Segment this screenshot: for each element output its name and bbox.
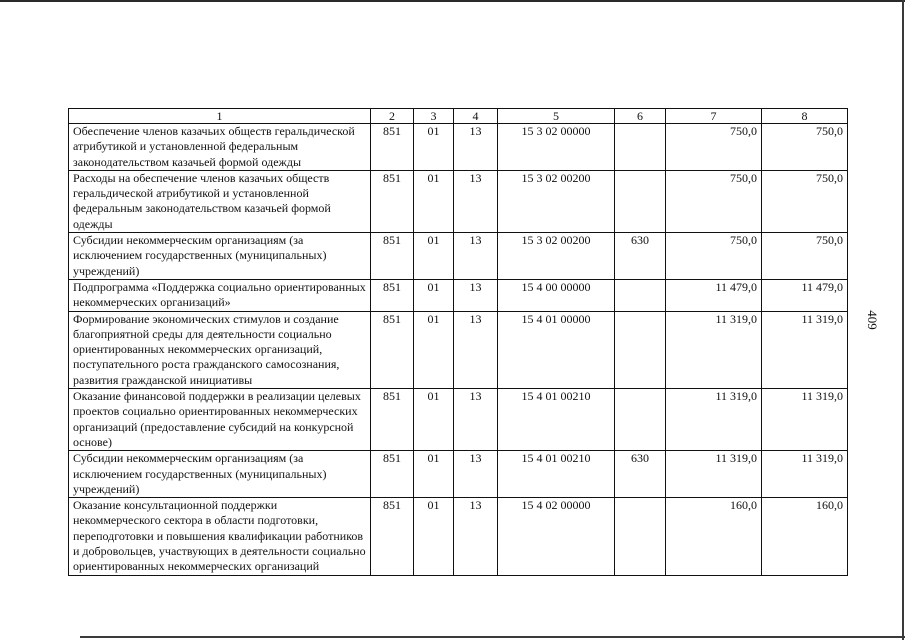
- row-col5-cell: 15 4 00 00000: [498, 279, 615, 311]
- row-col7-cell: 11 319,0: [666, 451, 762, 498]
- row-col7-cell: 160,0: [666, 498, 762, 575]
- row-name-cell: Обеспечение членов казачьих обществ геральдической атрибутикой и установленной федеральным законодательством казачьей формой одежды: [69, 124, 371, 171]
- row-col7-cell: 750,0: [666, 233, 762, 280]
- row-col4-cell: 13: [454, 233, 498, 280]
- row-col2-cell: 851: [371, 311, 414, 388]
- row-col4-cell: 13: [454, 498, 498, 575]
- header-col-2: 2: [371, 109, 414, 124]
- row-col8-cell: 750,0: [762, 124, 848, 171]
- row-col8-cell: 750,0: [762, 170, 848, 232]
- row-col6-cell: [615, 279, 666, 311]
- row-col4-cell: 13: [454, 389, 498, 451]
- row-col3-cell: 01: [414, 279, 454, 311]
- row-col3-cell: 01: [414, 389, 454, 451]
- row-col3-cell: 01: [414, 498, 454, 575]
- page-number: 409: [864, 310, 880, 330]
- row-col7-cell: 11 319,0: [666, 389, 762, 451]
- row-name-cell: Подпрограмма «Поддержка социально ориентированных некоммерческих организаций»: [69, 279, 371, 311]
- row-col2-cell: 851: [371, 498, 414, 575]
- table-row: [69, 124, 848, 171]
- header-col-6: 6: [615, 109, 666, 124]
- table-row: [69, 498, 848, 575]
- row-col3-cell: 01: [414, 124, 454, 171]
- table-row: [69, 170, 848, 232]
- row-col2-cell: 851: [371, 389, 414, 451]
- table-header-row: [69, 109, 848, 124]
- row-col8-cell: 160,0: [762, 498, 848, 575]
- row-col5-cell: 15 3 02 00200: [498, 170, 615, 232]
- row-col4-cell: 13: [454, 124, 498, 171]
- row-col8-cell: 750,0: [762, 233, 848, 280]
- row-col2-cell: 851: [371, 233, 414, 280]
- row-col6-cell: 630: [615, 233, 666, 280]
- row-name-cell: Расходы на обеспечение членов казачьих обществ геральдической атрибутикой и установленной федеральным законодательством казачьей формой одежды: [69, 170, 371, 232]
- page-edge-bottom: [80, 636, 905, 638]
- header-col-4: 4: [454, 109, 498, 124]
- row-col8-cell: 11 319,0: [762, 311, 848, 388]
- row-col3-cell: 01: [414, 170, 454, 232]
- row-name-cell: Оказание консультационной поддержки некоммерческого сектора в области подготовки, переподготовки и повышения квалификации работников и добровольцев, участвующих в деятельности социально ориентированных некоммерческих организаций: [69, 498, 371, 575]
- row-col5-cell: 15 4 01 00210: [498, 389, 615, 451]
- row-col6-cell: [615, 124, 666, 171]
- row-col3-cell: 01: [414, 311, 454, 388]
- row-col7-cell: 750,0: [666, 170, 762, 232]
- row-col5-cell: 15 3 02 00000: [498, 124, 615, 171]
- table-row: [69, 233, 848, 280]
- row-col4-cell: 13: [454, 311, 498, 388]
- header-col-7: 7: [666, 109, 762, 124]
- row-col6-cell: 630: [615, 451, 666, 498]
- row-col8-cell: 11 319,0: [762, 389, 848, 451]
- row-col5-cell: 15 4 02 00000: [498, 498, 615, 575]
- budget-table: [68, 108, 848, 576]
- row-col7-cell: 750,0: [666, 124, 762, 171]
- row-col2-cell: 851: [371, 124, 414, 171]
- row-col4-cell: 13: [454, 170, 498, 232]
- row-col7-cell: 11 479,0: [666, 279, 762, 311]
- row-col6-cell: [615, 311, 666, 388]
- row-col3-cell: 01: [414, 451, 454, 498]
- page-edge-top: [0, 0, 905, 2]
- row-col6-cell: [615, 170, 666, 232]
- row-col8-cell: 11 319,0: [762, 451, 848, 498]
- header-col-8: 8: [762, 109, 848, 124]
- table-row: [69, 389, 848, 451]
- row-col6-cell: [615, 498, 666, 575]
- row-name-cell: Субсидии некоммерческим организациям (за исключением государственных (муниципальных) учреждений): [69, 451, 371, 498]
- row-col5-cell: 15 4 01 00210: [498, 451, 615, 498]
- row-col4-cell: 13: [454, 451, 498, 498]
- page-edge-right: [902, 0, 904, 640]
- row-col7-cell: 11 319,0: [666, 311, 762, 388]
- row-name-cell: Формирование экономических стимулов и создание благоприятной среды для деятельности социально ориентированных некоммерческих организаций, поступательного роста гражданского самосознания, развития гражданской инициативы: [69, 311, 371, 388]
- row-name-cell: Субсидии некоммерческим организациям (за исключением государственных (муниципальных) учреждений): [69, 233, 371, 280]
- table-body: [69, 109, 848, 576]
- row-col6-cell: [615, 389, 666, 451]
- row-col8-cell: 11 479,0: [762, 279, 848, 311]
- row-col4-cell: 13: [454, 279, 498, 311]
- row-col5-cell: 15 3 02 00200: [498, 233, 615, 280]
- table-row: [69, 451, 848, 498]
- row-col2-cell: 851: [371, 279, 414, 311]
- row-col5-cell: 15 4 01 00000: [498, 311, 615, 388]
- row-col2-cell: 851: [371, 170, 414, 232]
- row-col2-cell: 851: [371, 451, 414, 498]
- table-row: [69, 279, 848, 311]
- header-col-5: 5: [498, 109, 615, 124]
- row-name-cell: Оказание финансовой поддержки в реализации целевых проектов социально ориентированных некоммерческих организаций (предоставление субсидий на конкурсной основе): [69, 389, 371, 451]
- header-col-1: 1: [69, 109, 371, 124]
- table-row: [69, 311, 848, 388]
- row-col3-cell: 01: [414, 233, 454, 280]
- header-col-3: 3: [414, 109, 454, 124]
